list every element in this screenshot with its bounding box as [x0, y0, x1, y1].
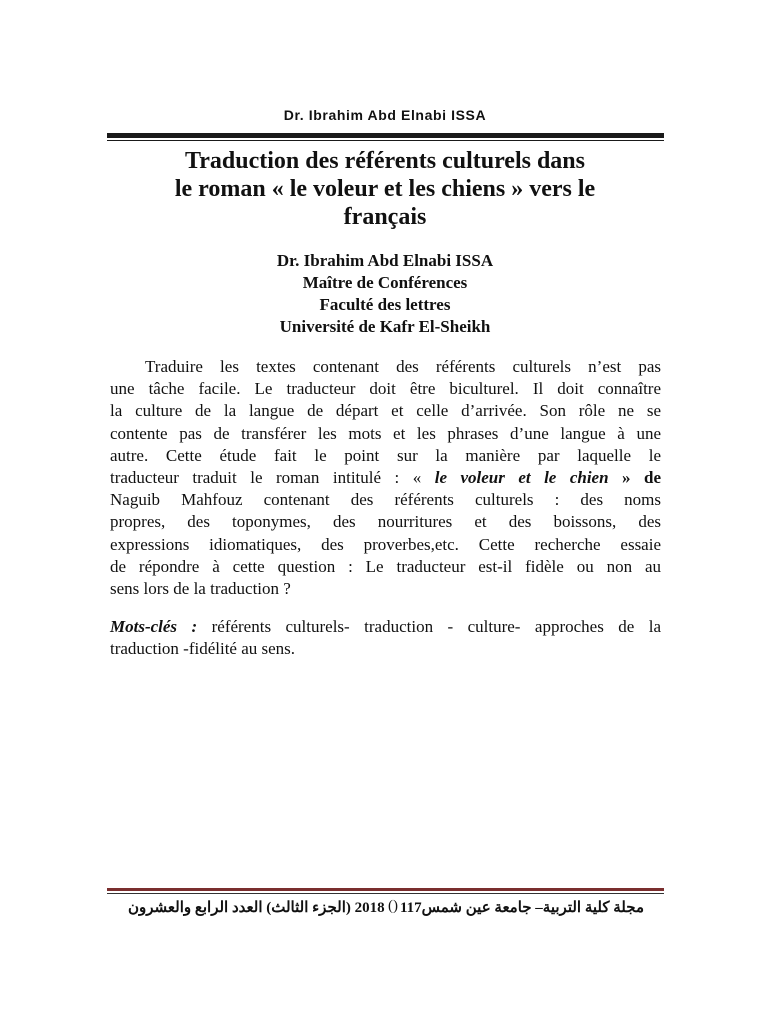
abstract-line: propres, des toponymes, des nourritures et des boissons, des [110, 512, 661, 532]
abstract-line: autre. Cette étude fait le point sur la manière par laquelle le [110, 445, 661, 465]
author-university: Université de Kafr El-Sheikh [279, 317, 491, 336]
footer-issue: 2018 (الجزء الثالث) العدد الرابع والعشرون [128, 900, 385, 916]
abstract [110, 356, 661, 600]
keywords-label: Mots-clés : [110, 617, 198, 636]
abstract-line: la culture de la langue de départ et celle d’arrivée. Son rôle ne se [110, 401, 661, 421]
abstract-line: Traduire les textes contenant des référents culturels n’est pas [145, 357, 661, 376]
abstract-line: Naguib Mahfouz contenant des référents culturels : des noms [110, 490, 661, 510]
novel-line-close: » de [622, 467, 662, 487]
header-rule [107, 133, 664, 141]
novel-line-before: traducteur traduit le roman intitulé : « [110, 467, 422, 487]
keywords [110, 616, 661, 660]
author-affiliation [110, 250, 660, 338]
keywords-text: référents culturels- traduction - culture- approches de la [211, 617, 662, 636]
abstract-line: expressions idiomatiques, des proverbes,etc. Cette recherche essaie [110, 534, 661, 554]
abstract-line-novel [110, 467, 661, 489]
abstract-line: une tâche facile. Le traducteur doit être biculturel. Il doit connaître [110, 379, 661, 399]
author-name: Dr. Ibrahim Abd Elnabi ISSA [276, 251, 494, 270]
page-footer [110, 898, 662, 920]
footer-rule [107, 888, 664, 894]
title-line: Traduction des référents culturels dans [185, 148, 585, 174]
keywords-line: traduction -fidélité au sens. [110, 639, 296, 659]
title-line: le roman « le voleur et les chiens » vers le [174, 176, 596, 202]
abstract-line: sens lors de la traduction ? [110, 578, 291, 598]
keywords-line [110, 616, 661, 638]
abstract-line: de répondre à cette question : Le traducteur est-il fidèle ou non au [110, 556, 661, 576]
author-faculty: Faculté des lettres [319, 295, 451, 314]
author-position: Maître de Conférences [302, 273, 468, 292]
abstract-line: contente pas de transférer les mots et les phrases d’une langue à une [110, 423, 661, 443]
running-head: Dr. Ibrahim Abd Elnabi ISSA [283, 107, 487, 123]
footer-journal: مجلة كلية التربية– جامعة عين شمس117 [399, 900, 644, 916]
paper-title [110, 147, 660, 231]
novel-title: le voleur et le chien [434, 467, 609, 487]
title-line: français [343, 204, 427, 230]
footer-page-marker: () [388, 898, 398, 914]
